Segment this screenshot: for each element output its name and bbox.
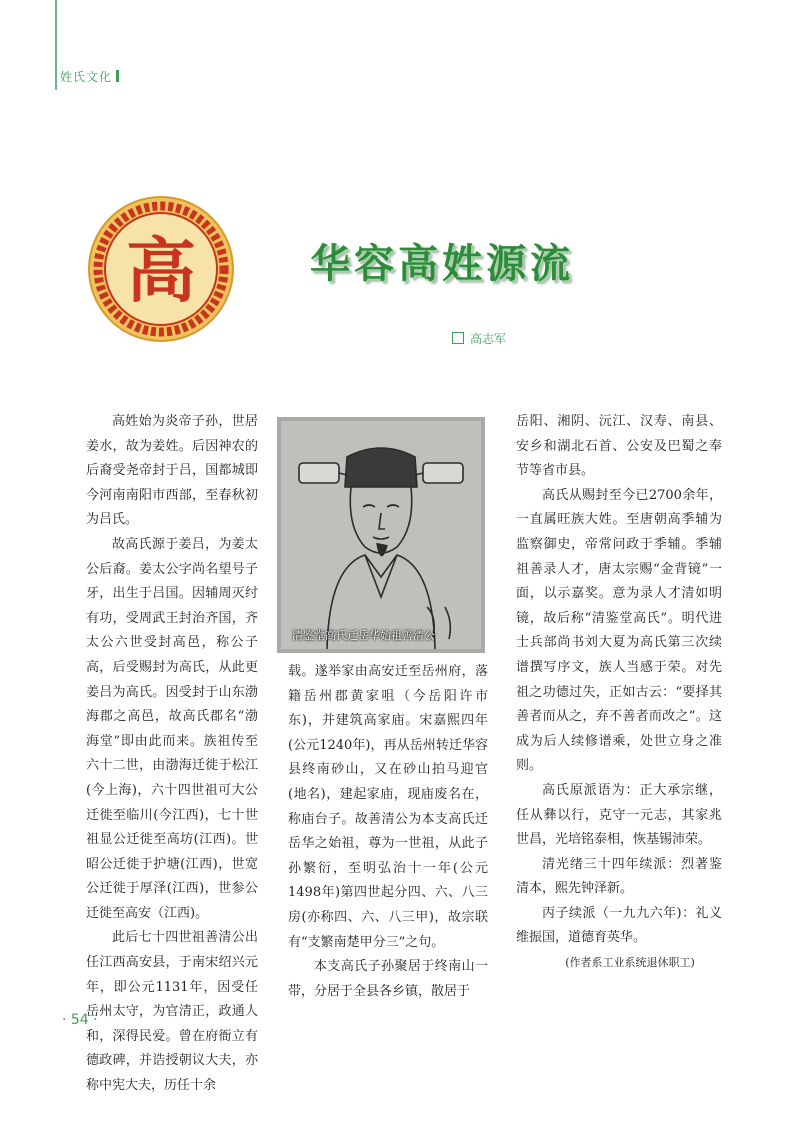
page-number: · 54 · <box>62 1012 98 1028</box>
paragraph: 清光绪三十四年续派：烈著鉴清本，熙先钟泽新。 <box>516 856 722 897</box>
section-label: 姓氏文化 <box>60 70 113 84</box>
paragraph: 岳阳、湘阴、沅江、汉寿、南县、安乡和湖北石首、公安及巴蜀之奉节等省市县。 <box>516 414 722 479</box>
text-column-3 <box>516 410 722 976</box>
header-accent-bar <box>55 0 57 90</box>
seal-character: 高 <box>126 229 196 312</box>
text-column-1 <box>86 410 258 1099</box>
ancestor-portrait <box>277 417 485 653</box>
paragraph: 此后七十四世祖善清公出任江西高安县，于南宋绍兴元年，即公元1131年，因受任岳州太守，为官清正，政通人和，深得民爱。曾在府衙立有德政碑，并诰授朝议大夫，亦称中宪大夫，历任十余 <box>86 930 258 1094</box>
section-mark <box>116 70 119 82</box>
article-title: 华容高姓源流 <box>310 241 574 287</box>
portrait-caption: 清鉴堂高氏迁岳华始祖善清公 <box>292 629 435 642</box>
surname-seal-emblem <box>87 195 235 343</box>
author-note: (作者系工业系统退休职工) <box>565 956 695 970</box>
author-name: 高志军 <box>470 332 507 346</box>
byline <box>452 330 506 347</box>
paragraph: 高氏原派语为：正大承宗继，任从彝以行，克守一元志，其家兆世昌，光培铭泰相，恢基锡沛荣。 <box>516 782 722 848</box>
paragraph: 本支高氏子孙聚居于终南山一带，分居于全县各乡镇，散居于 <box>288 959 488 999</box>
paragraph: 高姓始为炎帝子孙，世居姜水，故为姜姓。后因神农的后裔受尧帝封于吕，国都城即今河南南阳市西部，至春秋初为吕氏。 <box>86 414 258 528</box>
section-tag <box>60 68 119 85</box>
paragraph: 丙子续派（一九九六年)：礼义维振国，道德育英华。 <box>516 905 722 946</box>
paragraph: 故高氏源于姜吕，为姜太公后裔。姜太公字尚名望号子牙，出生于吕国。因辅周灭纣有功，受周武王封治齐国，齐太公六世受封高邑，称公子高，后受赐封为高氏，从此更姜吕为高氏。因受封于山东渤海郡之高邑，故高氏郡名“渤海堂”即由此而来。族祖传至六十二世，由渤海迁徙于松江(今上海)，六十四世祖可大公迁徙至临川(今江西)，七十世祖显公迁徙至高坊(江西)。世昭公迁徙于护塘(江西)，世宽公迁徙于厚泽(江西)，世参公迁徙至高安（江西)。 <box>86 536 258 921</box>
byline-box-icon <box>452 332 464 344</box>
paragraph: 载。遂举家由高安迁至岳州府，落籍岳州郡黄家咀（今岳阳许市东)，并建筑高家庙。宋嘉熙四年(公元1240年)，再从岳州转迁华容县终南砂山，又在砂山拍马迎官(地名)，建起家庙，现庙废名在，称庙台子。故善清公为本支高氏迁岳华之始祖，尊为一世祖，从此子孙繁衍，至明弘治十一年(公元1498年)第四世起分四、六、八三房(亦称四、六、八三甲)，故宗联有“支繁南楚甲分三”之句。 <box>288 664 488 950</box>
text-column-2 <box>288 660 488 1004</box>
paragraph: 高氏从赐封至今已2700余年，一直属旺族大姓。至唐朝高季辅为监察御史，帝常问政于季辅。季辅祖善录人才，唐太宗赐“金背镜”一面，以示嘉奖。意为录人才清如明镜，故后称“清鉴堂高氏”。明代进士兵部尚书刘大夏为高氏第三次续谱撰写序文，族人当感于荣。对先祖之功德过失，正如古云：“要择其善者而从之，弃不善者而改之”。这成为后人续修谱乘，处世立身之准则。 <box>516 487 722 774</box>
